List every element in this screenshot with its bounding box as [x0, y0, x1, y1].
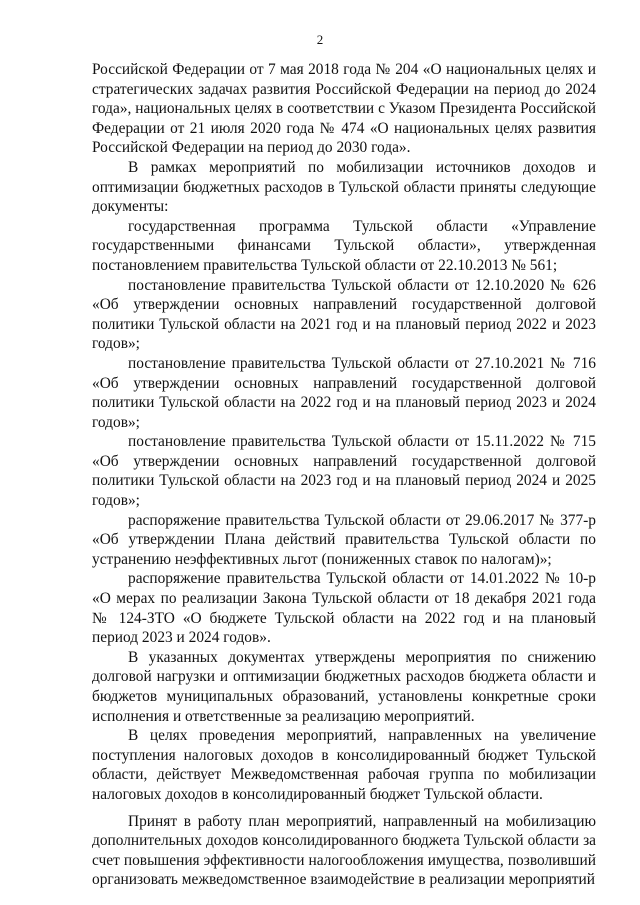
paragraph-action-plan: Принят в работу план мероприятий, направленный на мобилизацию дополнительных доходов консолидированного бюджета Тульской области за счет повышения эффективности налогообложения имущества, позволивший организовать межведомственное взаимодействие в реализации мероприятий: [92, 812, 596, 889]
list-item-resolution-715: постановление правительства Тульской области от 15.11.2022 № 715 «Об утверждении основных направлений государственной долговой политики Тульской области на 2023 год и на плановый период 2024 и 2025 годов»;: [92, 433, 596, 510]
list-item-state-program: государственная программа Тульской области «Управление государственными финансами Тульской области», утвержденная постановлением правительства Тульской области от 22.10.2013 № 561;: [92, 217, 596, 274]
list-item-resolution-626: постановление правительства Тульской области от 12.10.2020 № 626 «Об утверждении основных направлений государственной долговой политики Тульской области на 2021 год и на плановый период 2022 и 2023 годов»;: [92, 276, 596, 353]
paragraph-national-goals: Российской Федерации от 7 мая 2018 года № 204 «О национальных целях и стратегических задачах развития Российской Федерации на период до 2024 года», национальных целях в соответствии с Указом Президента Российской Федерации от 21 июля 2020 года № 474 «О национальных целях развития Российской Федерации на период до 2030 года».: [92, 61, 596, 157]
list-item-order-10: распоряжение правительства Тульской области от 14.01.2022 № 10-р «О мерах по реализации Закона Тульской области от 18 декабря 2021 года № 124-ЗТО «О бюджете Тульской области на 2022 год и на плановый период 2023 и 2024 годов».: [92, 570, 596, 647]
paragraph-debt-measures: В указанных документах утверждены мероприятия по снижению долговой нагрузки и оптимизации бюджетных расходов бюджета области и бюджетов муниципальных образований, установлены конкретные сроки исполнения и ответственные за реализацию мероприятий.: [92, 648, 596, 725]
list-item-resolution-716: постановление правительства Тульской области от 27.10.2021 № 716 «Об утверждении основных направлений государственной долговой политики Тульской области на 2022 год и на плановый период 2023 и 2024 годов»;: [92, 354, 596, 431]
document-body: [92, 60, 596, 890]
list-item-order-377: распоряжение правительства Тульской области от 29.06.2017 № 377-р «Об утверждении Плана действий правительства Тульской области по устранению неэффективных льгот (пониженных ставок по налогам)»;: [92, 511, 596, 568]
paragraph-measures-intro: В рамках мероприятий по мобилизации источников доходов и оптимизации бюджетных расходов в Тульской области приняты следующие документы:: [92, 158, 596, 216]
page-number: 2: [316, 32, 324, 47]
paragraph-working-group: В целях проведения мероприятий, направленных на увеличение поступления налоговых доходов в консолидированный бюджет Тульской области, действует Межведомственная рабочая группа по мобилизации налоговых доходов в консолидированный бюджет Тульской области.: [92, 727, 596, 803]
